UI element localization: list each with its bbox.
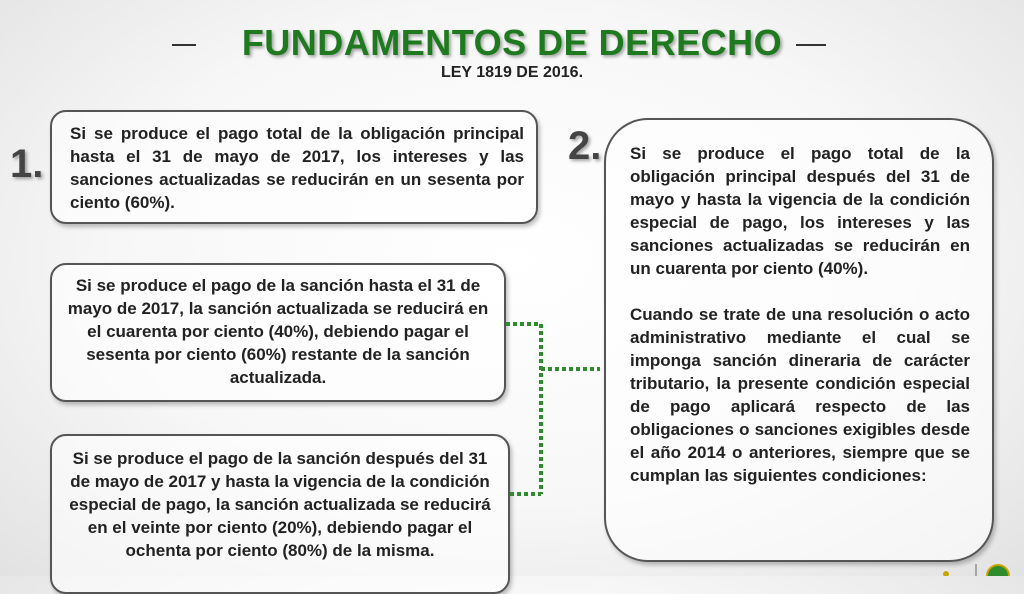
seal-icon [987, 565, 1009, 576]
page-subtitle: LEY 1819 DE 2016. [440, 64, 584, 81]
subcase-2-text: Si se produce el pago de la sanción después del 31 de mayo de 2017 y hasta la vigencia de la condición especial de pago, la sanción actualizada se reducirá en el veinte por ciento (20%), debiendo pagar el ochenta por ciento (80%) de la misma. [69, 449, 491, 560]
section-2-text-1: Si se produce el pago total de la obligación principal después del 31 de mayo y hasta la vigencia de la condición especial de pago, los intereses y las sanciones actualizadas se reducirán en un cuarenta por ciento (40%). [630, 144, 970, 278]
footer-logos [926, 562, 1016, 576]
section-number-1: 1. [10, 142, 44, 186]
subcase-1-text: Si se produce el pago de la sanción hasta el 31 de mayo de 2017, la sanción actualizada se reducirá en el cuarenta por ciento (40%), debiendo pagar el sesenta por ciento (60%) restante de la sanción actualizada. [67, 276, 489, 387]
section-2-text-2: Cuando se trate de una resolución o acto administrativo mediante el cual se imponga sanción dineraria de carácter tributario, la presente condición especial de pago aplicará respecto de las obligaciones o sanciones exigibles desde el año 2014 o anteriores, siempre que se cumplan las siguientes condiciones: [630, 305, 970, 485]
section-1-text: Si se produce el pago total de la obligación principal hasta el 31 de mayo de 2017, los intereses y las sanciones actualizadas se reducirán en un sesenta por ciento (60%). [70, 124, 524, 212]
small-logo-icon [943, 571, 949, 576]
section-number-2: 2. [568, 124, 602, 168]
page-title: FUNDAMENTOS DE DERECHO [241, 22, 783, 63]
